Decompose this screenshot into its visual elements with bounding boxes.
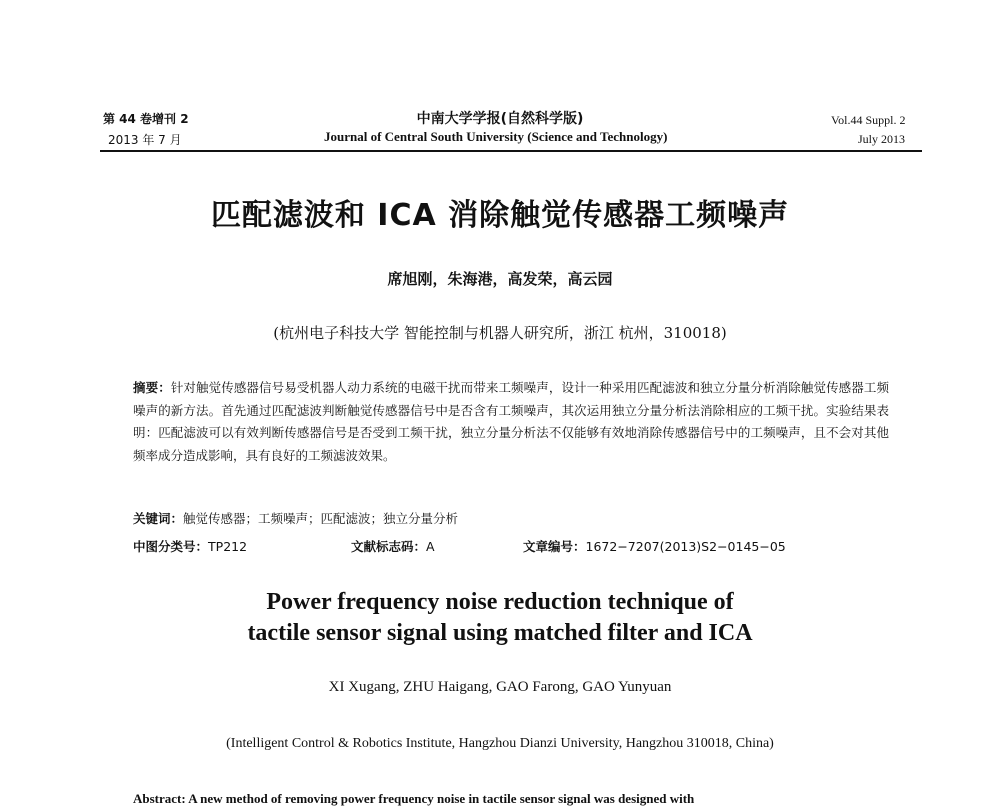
- authors-en: XI Xugang, ZHU Haigang, GAO Farong, GAO Yunyuan: [328, 679, 672, 695]
- journal-volume: 第 44 卷增刊 2: [103, 112, 189, 126]
- paper-title-en-line1: Power frequency noise reduction technique of: [266, 589, 734, 615]
- journal-volume-en: Vol.44 Suppl. 2: [831, 113, 906, 127]
- journal-date-zh: 2013 年 7 月: [108, 133, 182, 147]
- keywords-zh-label: 关键词：: [133, 511, 184, 526]
- article-number: [523, 537, 786, 555]
- authors-zh: 席旭刚，朱海港，高发荣，高云园: [387, 270, 613, 288]
- abstract-zh: [133, 377, 889, 467]
- paper-title-en-line2: tactile sensor signal using matched filter and ICA: [247, 620, 753, 646]
- article-number-label: 文章编号：: [523, 539, 586, 554]
- doc-code-value: A: [426, 539, 435, 554]
- clc-value: TP212: [208, 539, 248, 554]
- keywords-zh: [133, 509, 458, 527]
- keywords-zh-text: 触觉传感器；工频噪声；匹配滤波；独立分量分析: [183, 511, 459, 526]
- document-code: [351, 537, 435, 555]
- affiliation-en: (Intelligent Control & Robotics Institute, Hangzhou Dianzi University, Hangzhou 310018, China): [226, 736, 774, 751]
- header-rule: [100, 150, 922, 152]
- doc-code-label: 文献标志码：: [351, 539, 427, 554]
- paper-title-zh: 匹配滤波和 ICA 消除触觉传感器工频噪声: [210, 198, 790, 233]
- article-number-value: 1672−7207(2013)S2−0145−05: [585, 539, 786, 554]
- journal-date-en: July 2013: [858, 132, 906, 146]
- journal-name-en: Journal of Central South University (Science and Technology): [324, 129, 668, 144]
- clc-number: [133, 537, 247, 555]
- journal-name-zh: 中南大学学报(自然科学版): [416, 111, 584, 127]
- affiliation-zh: (杭州电子科技大学 智能控制与机器人研究所，浙江 杭州，310018): [273, 324, 727, 342]
- clc-label: 中图分类号：: [133, 539, 209, 554]
- abstract-zh-text: 针对触觉传感器信号易受机器人动力系统的电磁干扰而带来工频噪声，设计一种采用匹配滤波和独立分量分析消除触觉传感器工频噪声的新方法。首先通过匹配滤波判断触觉传感器信号中是否含有工频噪声，其次运用独立分量分析法消除相应的工频干扰。实验结果表明：匹配滤波可以有效判断传感器信号是否受到工频干扰，独立分量分析法不仅能够有效地消除传感器信号中的工频噪声，且不会对其他频率成分造成影响，具有良好的工频滤波效果。: [133, 380, 889, 463]
- abstract-zh-label: 摘要：: [133, 380, 171, 395]
- abstract-en-start: Abstract: A new method of removing power frequency noise in tactile sensor signal was designed with: [133, 791, 695, 806]
